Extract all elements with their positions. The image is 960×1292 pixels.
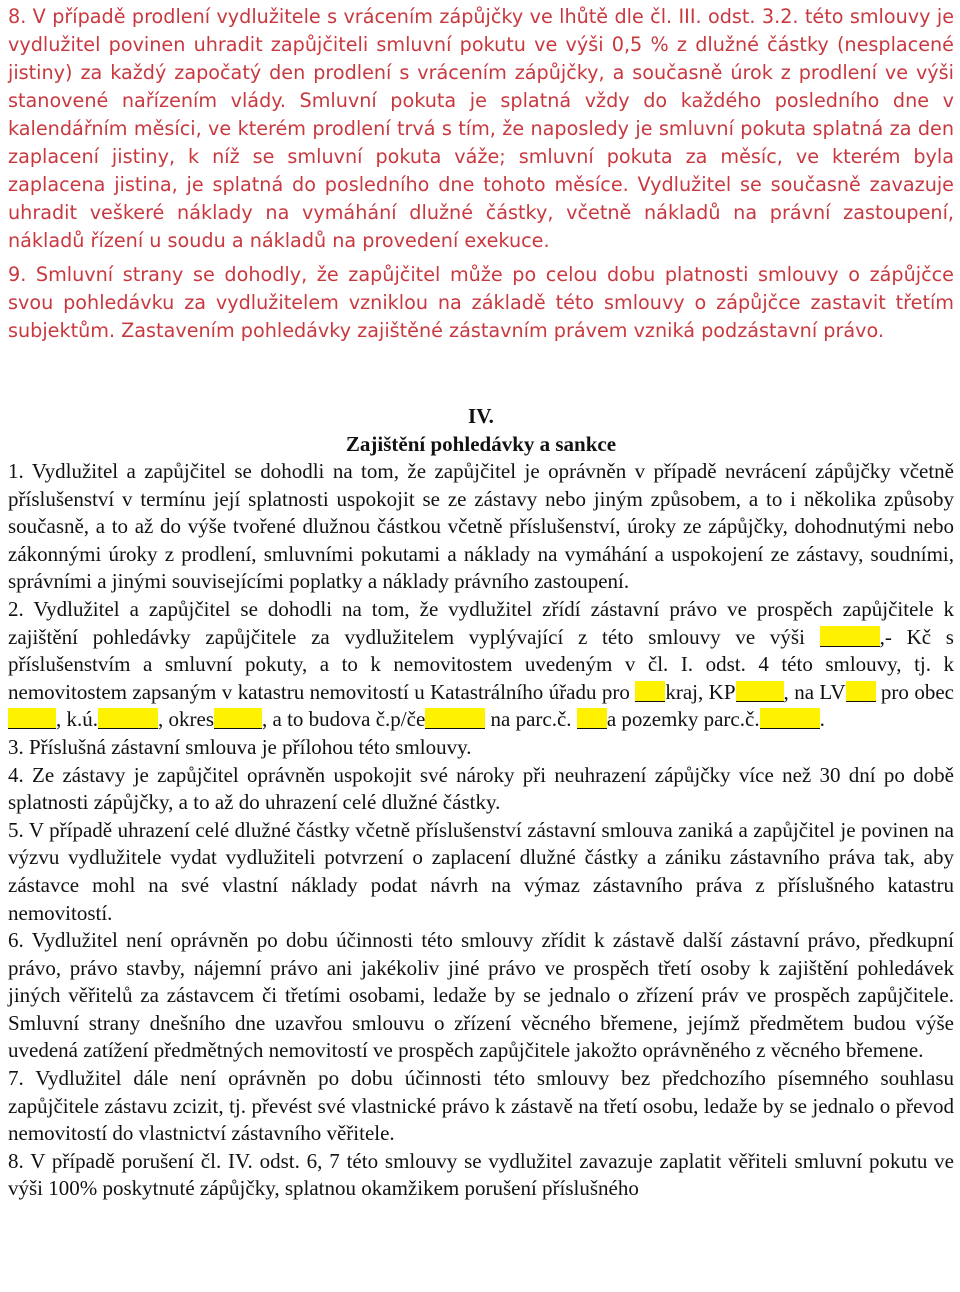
clause-4-2 bbox=[8, 596, 954, 734]
lv-blank[interactable] bbox=[846, 681, 876, 702]
clause-4-2-text-e: pro obec bbox=[875, 679, 954, 704]
clause-4-5: 5. V případě uhrazení celé dlužné částky včetně příslušenství zástavní smlouva zaniká a zapůjčitel je povinen na výzvu vydlužitele vydat vydlužiteli potvrzení o zaplacení dlužné částky a zániku zástavního práva tak, aby zástavce mohl na své vlastní náklady podat návrh na výmaz zástavního práva z příslušného katastru nemovitostí. bbox=[8, 817, 954, 925]
clause-4-6: 6. Vydlužitel není oprávněn po dobu účinnosti této smlouvy zřídit k zástavě další zástavní právo, předkupní právo, právo stavby, nájemní právo ani jakékoliv jiné právo ve prospěch třetí osoby k zajištění pohledávek jiných věřitelů za zástavcem či třetími osobami, ledaže by se jednalo o zřízení práv ve prospěch zapůjčitele. Smluvní strany dnešního dne uzavřou smlouvu o zřízení věcného břemene, jejímž předmětem budou výše uvedená zatížení předmětných nemovitostí ve prospěch zapůjčitele jakožto oprávněného z věcného břemene. bbox=[8, 928, 954, 1063]
clause-4-7: 7. Vydlužitel dále není oprávněn po dobu účinnosti této smlouvy bez předchozího písemného souhlasu zapůjčitele zástavu zcizit, tj. převést své vlastnické právo k zástavě na třetí osobu, ledaže by se jednalo o převod nemovitostí do vlastnictví zástavního věřitele. bbox=[8, 1066, 954, 1146]
obec-blank[interactable] bbox=[8, 708, 56, 729]
section-4-body bbox=[8, 458, 954, 1203]
land-parcel-blank[interactable] bbox=[760, 708, 820, 729]
clause-3-8: 8. V případě prodlení vydlužitele s vrácením zápůjčky ve lhůtě dle čl. III. odst. 3.2. této smlouvy je vydlužitel povinen uhradit zapůjčiteli smluvní pokutu ve výši 0,5 % z dlužné částky (nesplacené jistiny) za každý započatý den prodlení s vrácením zápůjčky, a současně úrok z prodlení ve výši stanovené nařízením vlády. Smluvní pokuta je splatná vždy do každého posledního dne v kalendářním měsíci, ve kterém prodlení trvá s tím, že naposledy je smluvní pokuta splatná za den zaplacení jistiny, k níž se smluvní pokuta váže; smluvní pokuta za měsíc, ve kterém byla zaplacena jistina, je splatná do posledního dne tohoto měsíce. Vydlužitel se současně zavazuje uhradit veškeré náklady na vymáhání dlužné částky, včetně nákladů na právní zastoupení, nákladů řízení u soudu a nákladů na provedení exekuce. bbox=[8, 5, 954, 252]
clause-4-2-text-i: na parc.č. bbox=[485, 707, 577, 732]
section-4-heading bbox=[8, 402, 954, 458]
clause-4-3: 3. Příslušná zástavní smlouva je přílohou této smlouvy. bbox=[8, 734, 472, 759]
clause-4-2-text-b: ,- Kč s příslušenstvím a smluvní pokuty, a to k nemovitostem uvedeným v čl. I. odst. 4 této smlouvy, tj. k nemovitostem zapsaným v katastru nemovitostí u Katastrálního úřadu pro bbox=[8, 624, 954, 704]
kp-blank[interactable] bbox=[736, 681, 784, 702]
region-blank[interactable] bbox=[635, 681, 665, 702]
clause-4-2-text-g: , okres bbox=[158, 707, 214, 732]
clause-3-9: 9. Smluvní strany se dohodly, že zapůjčitel může po celou dobu platnosti smlouvy o zápůjčce svou pohledávku za vydlužitelem vzniklou na základě této smlouvy o zápůjčce zastavit třetím subjektům. Zastavením pohledávky zajištěné zástavním právem vzniká podzástavní právo. bbox=[8, 263, 954, 342]
section-number: IV. bbox=[468, 404, 494, 428]
clause-4-2-text-h: , a to budova č.p/če bbox=[262, 707, 426, 732]
ku-blank[interactable] bbox=[98, 708, 158, 729]
clause-4-4: 4. Ze zástavy je zapůjčitel oprávněn uspokojit své nároky při neuhrazení zápůjčky více než 30 dní po době splatnosti zápůjčky, a to až do uhrazení celé dlužné částky. bbox=[8, 762, 954, 815]
clause-4-8: 8. V případě porušení čl. IV. odst. 6, 7 této smlouvy se vydlužitel zavazuje zaplatit věřiteli smluvní pokutu ve výši 100% poskytnuté zápůjčky, splatnou okamžikem porušení příslušného bbox=[8, 1148, 954, 1201]
clause-4-2-text-d: , na LV bbox=[783, 679, 846, 704]
okres-blank[interactable] bbox=[214, 708, 262, 729]
section-title: Zajištění pohledávky a sankce bbox=[345, 432, 617, 456]
clause-4-2-text-a: 2. Vydlužitel a zapůjčitel se dohodli na tom, že vydlužitel zřídí zástavní právo ve prospěch zapůjčitele k zajištění pohledávky zapůjčitele za vydlužitelem vyplývající z této smlouvy ve výši bbox=[8, 596, 954, 649]
clause-4-2-text-j: a pozemky parc.č. bbox=[606, 707, 760, 732]
section-3-tail bbox=[8, 3, 954, 345]
clause-4-2-text-c: kraj, KP bbox=[665, 679, 736, 704]
clause-4-2-text-k: . bbox=[819, 707, 825, 732]
building-number-blank[interactable] bbox=[425, 708, 485, 729]
parcel-blank[interactable] bbox=[577, 708, 607, 729]
clause-4-1: 1. Vydlužitel a zapůjčitel se dohodli na tom, že zapůjčitel je oprávněn v případě nevrácení zápůjčky včetně příslušenství v termínu její splatnosti uspokojit se ze zástavy nebo jiným způsobem, a to i několika způsoby současně, a to až do výše tvořené dlužnou částkou včetně příslušenství, úroky ze zápůjčky, dohodnutými nebo zákonnými úroky z prodlení, smluvními pokutami a náklady na vymáhání a uspokojení ze zástavy, soudními, správními a jinými souvisejícími poplatky a náklady právního zastoupení. bbox=[8, 459, 954, 594]
amount-blank[interactable] bbox=[820, 626, 880, 647]
clause-4-2-text-f: , k.ú. bbox=[56, 707, 98, 732]
